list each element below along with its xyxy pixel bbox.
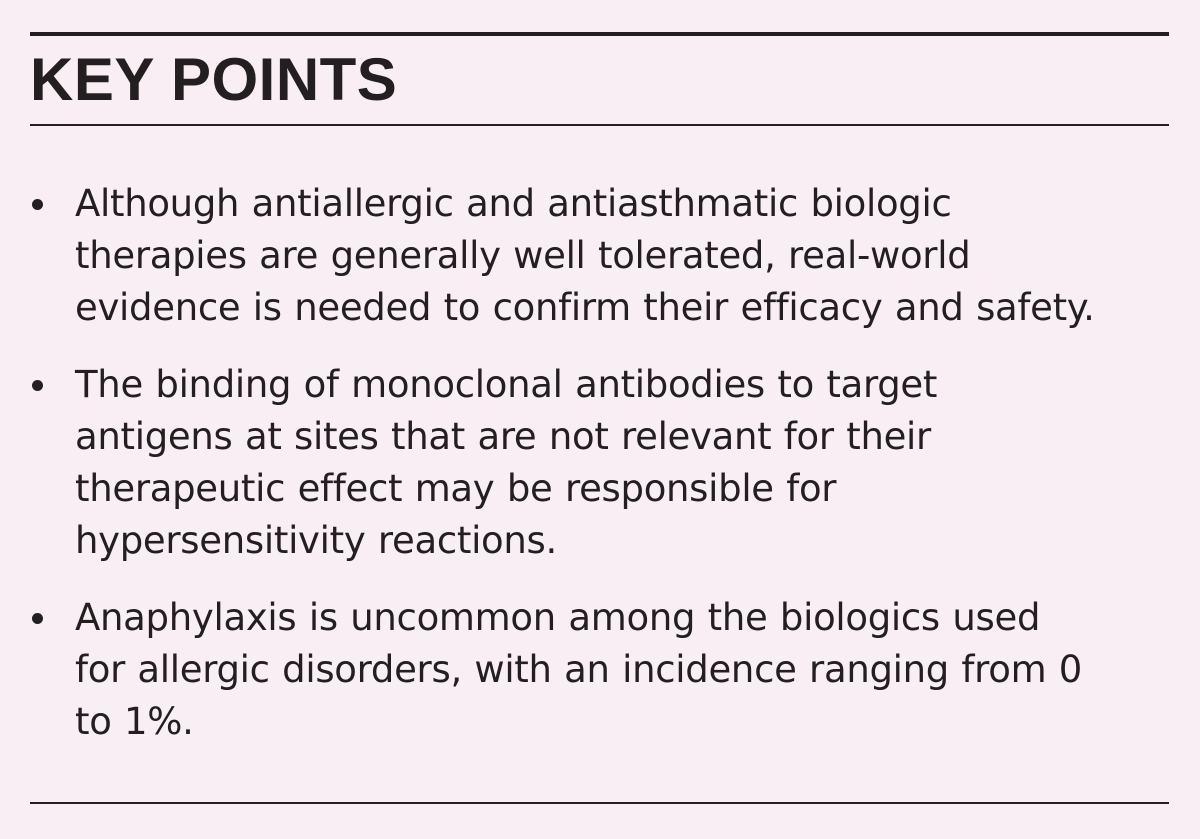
key-point-line: antigens at sites that are not relevant for their	[75, 415, 931, 458]
key-point-line: therapies are generally well tolerated, real-world	[75, 234, 971, 277]
key-point-line: Although antiallergic and antiasthmatic biologic	[75, 182, 952, 225]
key-point-line: The binding of monoclonal antibodies to target	[75, 363, 938, 406]
key-points-heading: KEY POINTS	[30, 46, 398, 113]
key-point-line: Anaphylaxis is uncommon among the biologics used	[75, 596, 1041, 639]
key-points-list	[30, 178, 1180, 773]
bullet-icon	[32, 613, 43, 624]
heading-underline-rule	[30, 124, 1169, 126]
key-point-line: to 1%.	[75, 700, 194, 743]
top-rule	[30, 32, 1169, 36]
key-point-line: hypersensitivity reactions.	[75, 519, 557, 562]
key-point-line: for allergic disorders, with an incidence ranging from 0	[75, 648, 1083, 691]
key-point-line: therapeutic effect may be responsible for	[75, 467, 837, 510]
bullet-icon	[32, 199, 43, 210]
bottom-rule	[30, 802, 1169, 804]
key-point-item	[30, 592, 1180, 748]
key-point-item	[30, 178, 1180, 334]
key-point-line: evidence is needed to confirm their efficacy and safety.	[75, 286, 1095, 329]
key-point-item	[30, 359, 1180, 567]
bullet-icon	[32, 380, 43, 391]
